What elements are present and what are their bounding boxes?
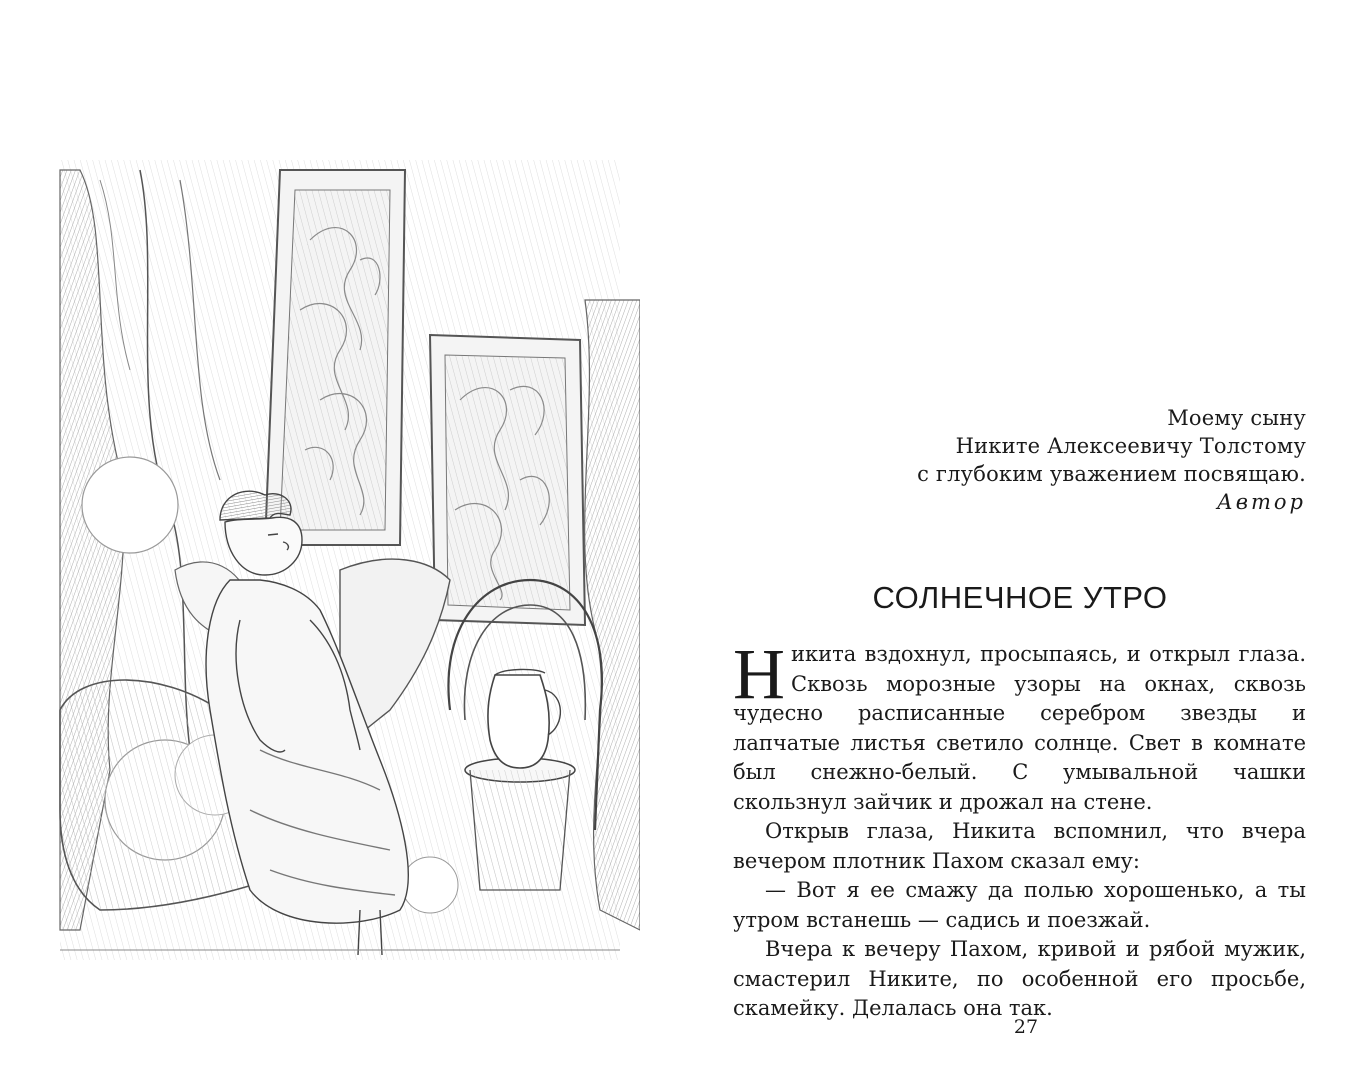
paragraph xyxy=(733,634,1306,817)
paragraph-text: икита вздохнул, просыпаясь, и открыл глаза. Сквозь морозные узоры на окнах, сквозь чудесно расписанные серебром звезды и лапчатые листья светило солнце. Свет в комнате был снежно-белый. С умывальной чашки скользнул зайчик и дрожал на стене. xyxy=(733,642,1306,814)
paragraph: Открыв глаза, Никита вспомнил, что вчера вечером плотник Пахом сказал ему: xyxy=(733,819,1306,873)
dedication-author: Автор xyxy=(1216,490,1306,514)
page-number: 27 xyxy=(1013,1016,1039,1038)
dedication-line: Никите Алексеевичу Толстому xyxy=(955,434,1306,458)
dedication xyxy=(746,404,1306,516)
dedication-line: с глубоким уважением посвящаю. xyxy=(917,462,1306,486)
illustration-boy-by-window xyxy=(40,150,640,970)
illustration-drawing xyxy=(40,150,640,970)
paragraph: — Вот я ее смажу да полью хорошенько, а ты утром встанешь — садись и поезжай. xyxy=(733,878,1306,932)
chapter-body xyxy=(733,634,1306,1024)
chapter-title: СОЛНЕЧНОЕ УТРО xyxy=(872,580,1168,615)
drop-cap: Н xyxy=(733,634,785,714)
paragraph: Вчера к вечеру Пахом, кривой и рябой мужик, смастерил Никите, по особенной его просьбе, скамейку. Делалась она так. xyxy=(733,937,1306,1020)
dedication-line: Моему сыну xyxy=(1167,406,1306,430)
